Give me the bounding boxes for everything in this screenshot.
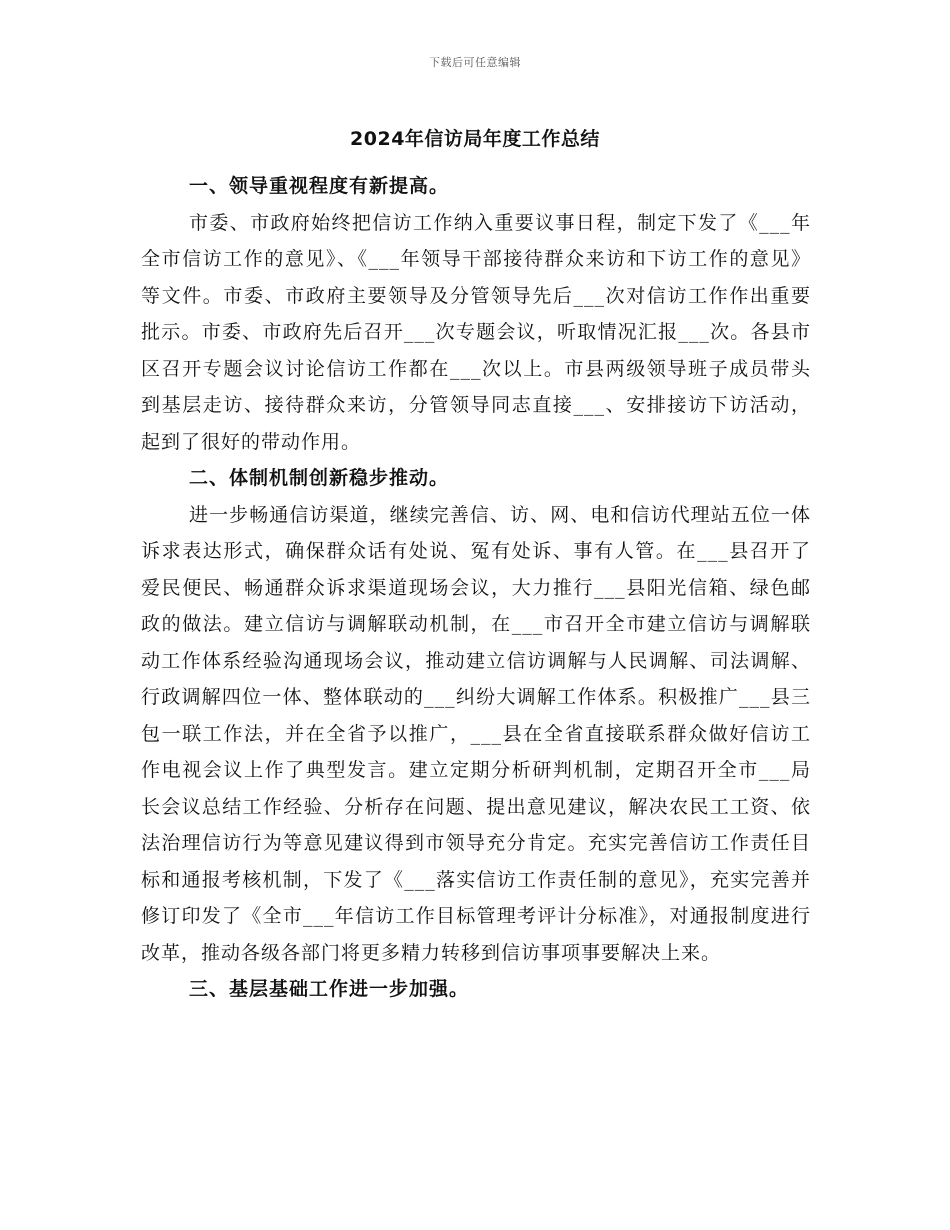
section-paragraph-2: 进一步畅通信访渠道，继续完善信、访、网、电和信访代理站五位一体诉求表达形式，确保群众话有处说、冤有处诉、事有人管。在___县召开了爱民便民、畅通群众诉求渠道现场会议，大力推行___县阳光信箱、绿色邮政的做法。建立信访与调解联动机制，在___市召开全市建立信访与调解联动工作体系经验沟通现场会议，推动建立信访调解与人民调解、司法调解、行政调解四位一体、整体联动的___纠纷大调解工作体系。积极推广___县三包一联工作法，并在全省予以推广，___县在全省直接联系群众做好信访工作电视会议上作了典型发言。建立定期分析研判机制，定期召开全市___局长会议总结工作经验、分析存在问题、提出意见建议，解决农民工工资、依法治理信访行为等意见建议得到市领导充分肯定。充实完善信访工作责任目标和通报考核机制，下发了《___落实信访工作责任制的意见》，充实完善并修订印发了《全市___年信访工作目标管理考评计分标准》，对通报制度进行改革，推动各级各部门将更多精力转移到信访事项事要解决上来。 bbox=[141, 503, 811, 964]
document-body bbox=[141, 168, 811, 1008]
section-heading-3: 三、基层基础工作进一步加强。 bbox=[189, 978, 470, 1000]
section-heading-2: 二、体制机制创新稳步推动。 bbox=[189, 467, 450, 489]
section-paragraph-1: 市委、市政府始终把信访工作纳入重要议事日程，制定下发了《___年全市信访工作的意见》、《___年领导干部接待群众来访和下访工作的意见》等文件。市委、市政府主要领导及分管领导先后___次对信访工作作出重要批示。市委、市政府先后召开___次专题会议，听取情况汇报___次。各县市区召开专题会议讨论信访工作都在___次以上。市县两级领导班子成员带头到基层走访、接待群众来访，分管领导同志直接___、安排接访下访活动，起到了很好的带动作用。 bbox=[141, 211, 811, 453]
document-title: 2024年信访局年度工作总结 bbox=[350, 128, 600, 150]
section-heading-1: 一、领导重视程度有新提高。 bbox=[189, 175, 450, 197]
header-note: 下载后可任意编辑 bbox=[429, 56, 521, 69]
